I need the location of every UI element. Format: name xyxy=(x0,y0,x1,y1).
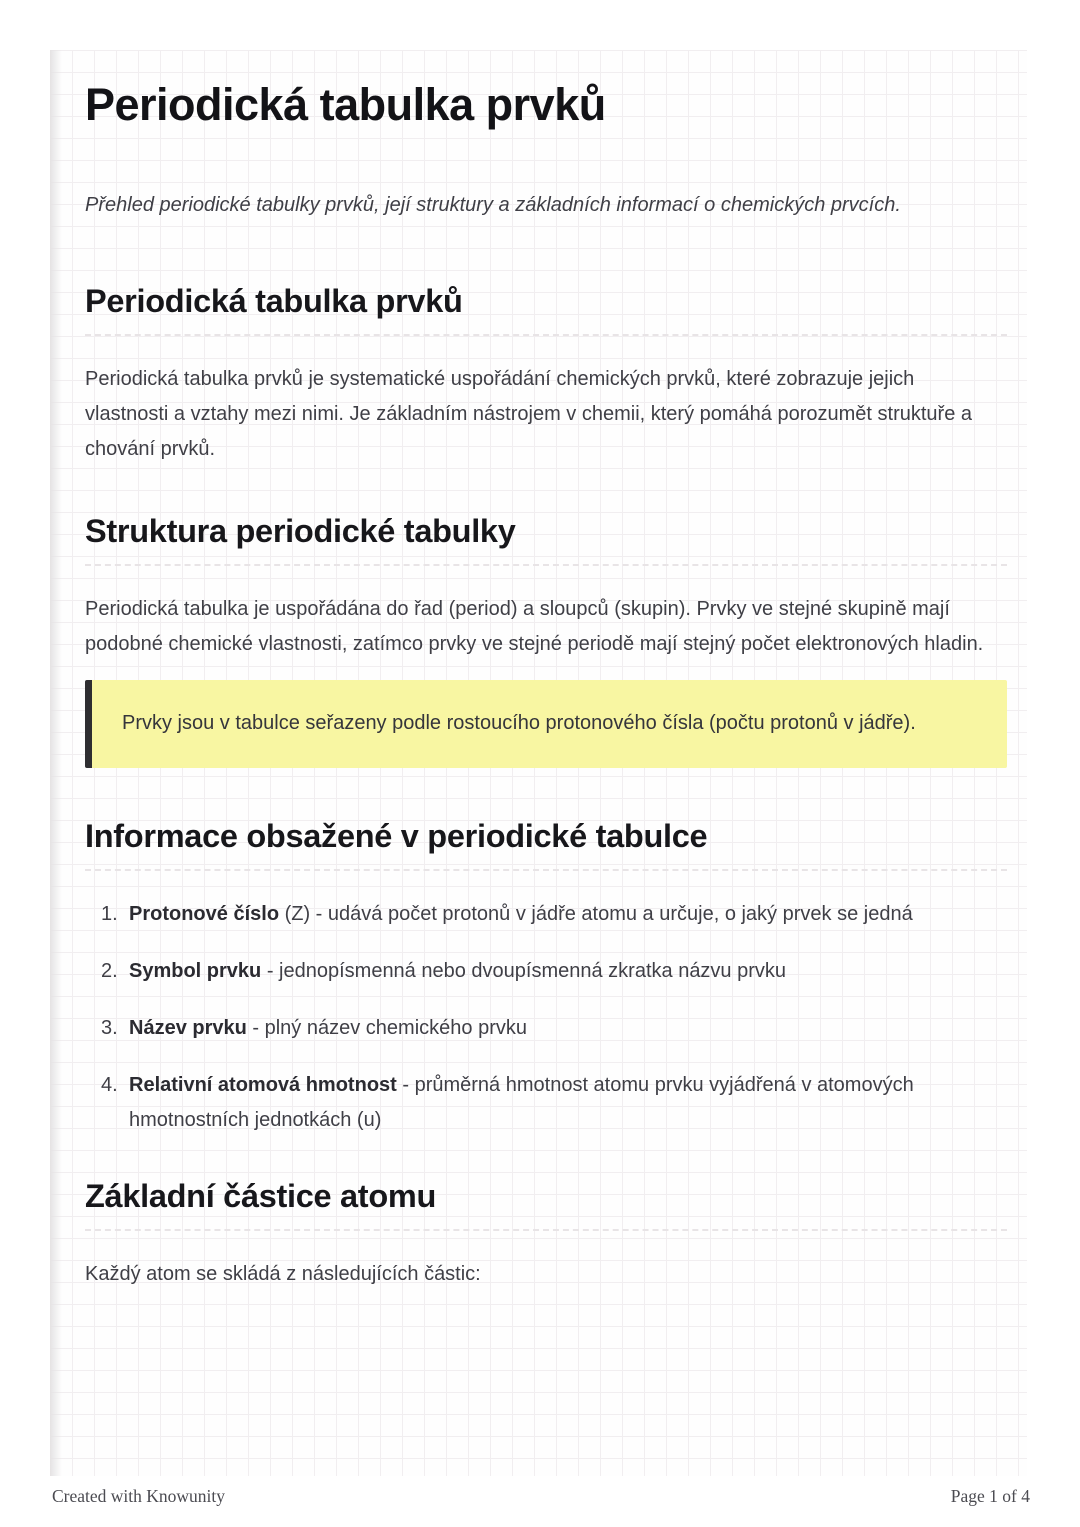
section-heading-intro: Periodická tabulka prvků xyxy=(85,281,1007,336)
page-footer xyxy=(52,1486,1030,1507)
section-paragraph-particles: Každý atom se skládá z následujících částic: xyxy=(85,1263,481,1285)
note-callout-text: Prvky jsou v tabulce seřazeny podle rostoucího protonového čísla (počtu protonů v jádře). xyxy=(122,712,916,734)
list-item-description: - průměrná hmotnost atomu prvku vyjádřená v atomových hmotnostních jednotkách (u) xyxy=(129,1074,914,1131)
list-item-term: Relativní atomová hmotnost xyxy=(129,1074,397,1096)
list-item-number: 2. xyxy=(101,960,118,982)
section-heading-info: Informace obsažené v periodické tabulce xyxy=(85,816,1007,871)
section-paragraph-intro: Periodická tabulka prvků je systematické uspořádání chemických prvků, které zobrazuje jejich vlastnosti a vztahy mezi nimi. Je základním nástrojem v chemii, který pomáhá porozumět struktuře a chování prvků. xyxy=(85,368,973,460)
list-item-number: 3. xyxy=(101,1017,118,1039)
list-item-number: 4. xyxy=(101,1074,118,1096)
section-heading-structure: Struktura periodické tabulky xyxy=(85,511,1007,566)
list-item xyxy=(85,897,997,932)
list-item-description: - plný název chemického prvku xyxy=(246,1017,527,1039)
list-item-description: - jednopísmenná nebo dvoupísmenná zkratka názvu prvku xyxy=(261,960,787,982)
document-page xyxy=(50,50,1027,1476)
list-item-description: (Z) - udává počet protonů v jádře atomu a určuje, o jaký prvek se jedná xyxy=(279,903,913,925)
page-content xyxy=(50,50,1027,1292)
info-list xyxy=(85,897,1007,1138)
list-item-term: Symbol prvku xyxy=(129,960,262,982)
section-heading-particles: Základní částice atomu xyxy=(85,1176,1007,1231)
note-callout xyxy=(85,680,1007,768)
page-subtitle: Přehled periodické tabulky prvků, její struktury a základních informací o chemických prvcích. xyxy=(85,194,901,216)
list-item xyxy=(85,954,997,989)
list-item xyxy=(85,1068,997,1138)
list-item-term: Název prvku xyxy=(129,1017,247,1039)
section-paragraph-structure: Periodická tabulka je uspořádána do řad (period) a sloupců (skupin). Prvky ve stejné skupině mají podobné chemické vlastnosti, zatímco prvky ve stejné periodě mají stejný počet elektronových hladin. xyxy=(85,598,984,655)
knowunity-credit: Created with Knowunity xyxy=(52,1486,226,1506)
list-item-term: Protonové číslo xyxy=(129,903,280,925)
page-number: Page 1 of 4 xyxy=(950,1486,1030,1506)
list-item-number: 1. xyxy=(101,903,118,925)
list-item xyxy=(85,1011,997,1046)
page-title: Periodická tabulka prvků xyxy=(85,79,606,130)
